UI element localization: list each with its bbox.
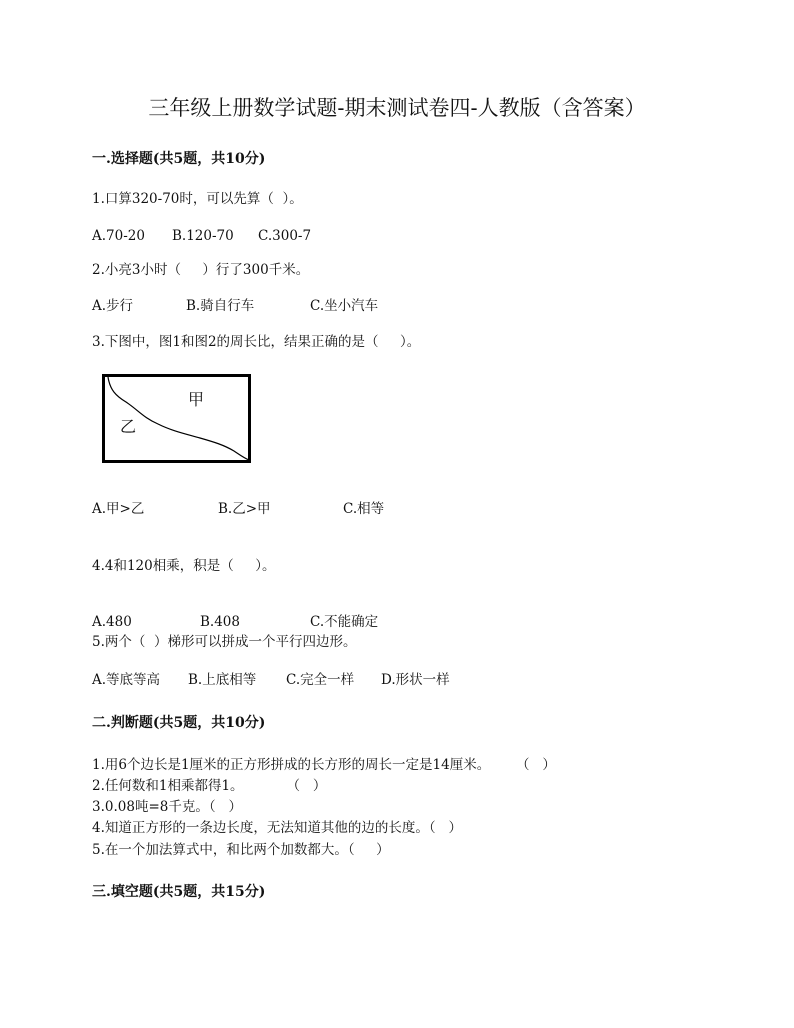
judgment-item-1: 1.用6个边长是1厘米的正方形拼成的长方形的周长一定是14厘米。 （ ） xyxy=(92,757,556,773)
judgment-item-4: 4.知道正方形的一条边长度，无法知道其他的边的长度。（ ） xyxy=(92,820,463,836)
q4-option-b: B.408 xyxy=(200,614,240,630)
page-title: 三年级上册数学试题-期末测试卷四-人教版（含答案） xyxy=(148,96,646,120)
q5-option-a: A.等底等高 xyxy=(92,672,161,688)
q3-option-a: A.甲>乙 xyxy=(92,501,145,517)
q2-option-b: B.骑自行车 xyxy=(186,298,255,314)
q4-option-c: C.不能确定 xyxy=(310,614,379,630)
question-5: 5.两个（ ）梯形可以拼成一个平行四边形。 xyxy=(92,634,357,650)
section-2-heading: 二.判断题(共5题，共10分) xyxy=(92,715,266,731)
figure-label-yi: 乙 xyxy=(120,417,137,436)
section-3-heading: 三.填空题(共5题，共15分) xyxy=(92,884,266,900)
q1-option-b: B.120-70 xyxy=(172,228,234,244)
perimeter-figure xyxy=(102,374,252,464)
question-3: 3.下图中，图1和图2的周长比，结果正确的是（ ）。 xyxy=(92,334,421,350)
q3-option-b: B.乙>甲 xyxy=(218,501,271,517)
judgment-item-5: 5.在一个加法算式中，和比两个加数都大。（ ） xyxy=(92,842,390,858)
q5-option-d: D.形状一样 xyxy=(381,672,450,688)
judgment-item-2: 2.任何数和1相乘都得1。 （ ） xyxy=(92,778,327,794)
question-4: 4.4和120相乘，积是（ ）。 xyxy=(92,558,276,574)
q3-option-c: C.相等 xyxy=(343,501,385,517)
q4-option-a: A.480 xyxy=(92,614,132,630)
question-1: 1.口算320-70时，可以先算（ ）。 xyxy=(92,191,303,207)
question-2: 2.小亮3小时（ ）行了300千米。 xyxy=(92,262,310,278)
figure-label-jia: 甲 xyxy=(188,390,205,409)
q2-option-a: A.步行 xyxy=(92,298,134,314)
section-1-heading: 一.选择题(共5题，共10分) xyxy=(92,151,266,167)
judgment-item-3: 3.0.08吨=8千克。（ ） xyxy=(92,799,242,815)
q5-option-b: B.上底相等 xyxy=(188,672,257,688)
q2-option-c: C.坐小汽车 xyxy=(310,298,379,314)
q1-option-c: C.300-7 xyxy=(258,228,312,244)
q1-option-a: A.70-20 xyxy=(92,228,145,244)
q5-option-c: C.完全一样 xyxy=(286,672,355,688)
